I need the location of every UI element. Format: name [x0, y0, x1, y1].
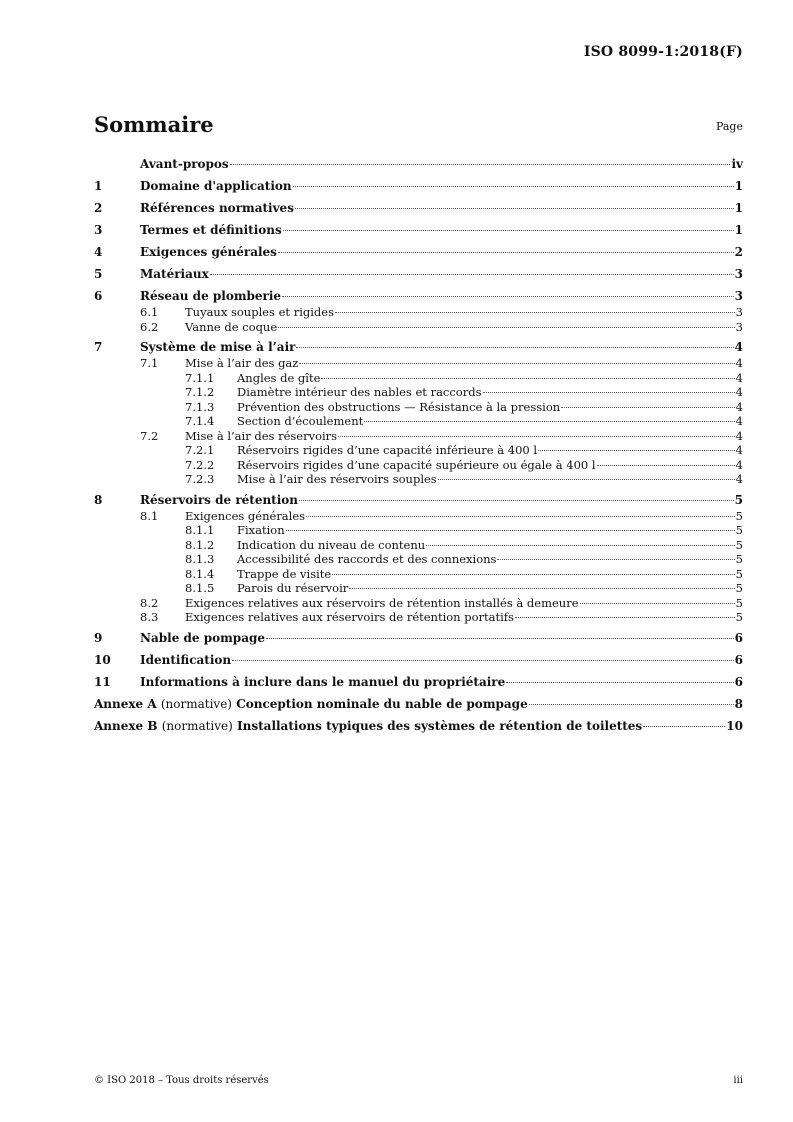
toc-entry[interactable]	[94, 356, 743, 371]
toc-dot-leader	[364, 421, 734, 422]
toc-dot-leader	[483, 392, 735, 393]
toc-entry-title: Indication du niveau de contenu	[237, 537, 426, 552]
toc-entry-number: 8.1.4	[185, 566, 215, 581]
toc-entry[interactable]	[94, 371, 743, 386]
footer-copyright: © ISO 2018 – Tous droits réservés	[94, 1075, 269, 1086]
toc-entry[interactable]	[94, 581, 743, 596]
toc-entry-title: Prévention des obstructions — Résistance à la pression	[237, 399, 561, 414]
toc-entry-page: 5	[735, 552, 743, 566]
toc-entry-page: 4	[735, 428, 743, 443]
page-column-label: Page	[715, 120, 743, 133]
toc-entry[interactable]	[94, 596, 743, 611]
toc-entry-page: 6	[734, 630, 743, 645]
toc-entry[interactable]	[94, 385, 743, 400]
toc-entry[interactable]	[94, 538, 743, 553]
toc-entry-page: 6	[734, 674, 743, 689]
toc-entry-page: 4	[735, 385, 743, 399]
toc-entry-number: 3	[94, 223, 103, 237]
document-reference: ISO 8099-1:2018(F)	[583, 44, 743, 60]
toc-entry-number: 1	[94, 179, 103, 193]
toc-entry[interactable]	[94, 177, 743, 195]
toc-dot-leader	[295, 208, 734, 209]
page-title: Sommaire	[94, 112, 214, 137]
toc-entry-title: Exigences générales	[140, 245, 277, 259]
toc-entry[interactable]	[94, 472, 743, 487]
toc-dot-leader	[338, 436, 735, 437]
toc-entry-number: 8.1.2	[185, 537, 215, 552]
toc-entry-title: Domaine d'application	[140, 179, 292, 193]
toc-entry-title: Mise à l’air des réservoirs	[185, 428, 338, 443]
annex-page: 10	[726, 718, 743, 733]
toc-entry-page: 4	[734, 340, 743, 354]
toc-entry-number: 7.1.1	[185, 370, 215, 385]
toc-entry[interactable]	[94, 673, 743, 691]
toc-entry[interactable]	[94, 651, 743, 669]
toc-entry-title: Accessibilité des raccords et des connexions	[237, 552, 497, 566]
toc-entry-title: Système de mise à l’air	[140, 340, 296, 354]
toc-dot-leader	[232, 660, 734, 661]
toc-entry-title: Réservoirs rigides d’une capacité inférieure à 400 l	[237, 443, 538, 457]
toc-entry[interactable]	[94, 400, 743, 415]
annex-type: (normative)	[160, 696, 232, 711]
toc-entry-number: 8.1.1	[185, 523, 215, 537]
toc-dot-leader	[293, 186, 734, 187]
annex-page: 8	[734, 696, 743, 711]
annex-label: Annexe A	[94, 696, 157, 711]
toc-entry-page: 4	[735, 356, 743, 370]
toc-entry-title: Références normatives	[140, 201, 294, 215]
toc-entry-number: 8	[94, 492, 103, 507]
toc-dot-leader	[278, 327, 735, 328]
toc-entry-title: Tuyaux souples et rigides	[185, 305, 334, 319]
toc-entry-title: Mise à l’air des gaz	[185, 356, 299, 370]
toc-entry-title: Mise à l’air des réservoirs souples	[237, 472, 437, 486]
toc-entry-title: Réservoirs rigides d’une capacité supérieure ou égale à 400 l	[237, 457, 596, 472]
toc-entry-number: 7.1.4	[185, 414, 215, 428]
toc-entry-title: Vanne de coque	[185, 319, 278, 334]
toc-dot-leader	[335, 312, 735, 313]
toc-entry[interactable]	[94, 610, 743, 625]
toc-entry-page: 5	[735, 610, 743, 624]
toc-dot-leader	[438, 479, 735, 480]
toc-entry-title: Section d’écoulement	[237, 414, 364, 428]
toc-entry-title: Fixation	[237, 523, 285, 537]
toc-entry-page: 4	[735, 457, 743, 472]
toc-dot-leader	[296, 347, 733, 348]
toc-dot-leader	[597, 465, 735, 466]
toc-entry-number: 7.2.3	[185, 472, 215, 486]
toc-entry-number: 8.1.5	[185, 581, 215, 595]
toc-dot-leader	[506, 682, 733, 683]
annex-title: Installations typiques des systèmes de rétention de toilettes	[237, 718, 643, 733]
toc-entry-number: 6	[94, 289, 103, 303]
toc-entry-page: 1	[734, 223, 743, 237]
toc-dot-leader	[580, 603, 735, 604]
toc-entry[interactable]	[94, 265, 743, 283]
toc-entry-page: 5	[735, 508, 743, 523]
toc-entry-title: Angles de gîte	[237, 370, 321, 385]
toc-dot-leader	[332, 574, 734, 575]
toc-entry-number: 10	[94, 652, 111, 667]
toc-entry-number: 11	[94, 674, 111, 689]
toc-entry-title: Parois du réservoir	[237, 581, 349, 595]
toc-entry-number: 8.2	[140, 595, 159, 610]
toc-dot-leader	[210, 274, 734, 275]
toc-entry-page: 4	[735, 443, 743, 457]
toc-entry[interactable]	[94, 243, 743, 261]
toc-dot-leader	[278, 252, 734, 253]
toc-entry-page: 3	[734, 289, 743, 303]
toc-entry-title: Réservoirs de rétention	[140, 492, 299, 507]
toc-entry[interactable]	[94, 491, 743, 509]
toc-entry[interactable]	[94, 523, 743, 538]
toc-entry-title: Informations à inclure dans le manuel du propriétaire	[140, 674, 506, 689]
toc-entry-number: 8.3	[140, 610, 159, 624]
toc-entry-title: Exigences relatives aux réservoirs de rétention installés à demeure	[185, 595, 579, 610]
toc-dot-leader	[321, 378, 734, 379]
annex-title: Conception nominale du nable de pompage	[236, 696, 528, 711]
toc-entry-title: Matériaux	[140, 267, 209, 281]
toc-entry-page: 5	[735, 523, 743, 537]
toc-entry-page: 3	[735, 319, 743, 334]
toc-entry-number: 7.2.2	[185, 457, 215, 472]
toc-entry-title: Diamètre intérieur des nables et raccords	[237, 385, 482, 399]
toc-dot-leader	[299, 363, 734, 364]
toc-entry-page: 4	[735, 370, 743, 385]
toc-entry[interactable]	[94, 567, 743, 582]
toc-entry[interactable]	[94, 509, 743, 524]
toc-entry[interactable]	[94, 155, 743, 173]
toc-entry[interactable]	[94, 443, 743, 458]
toc-entry-page: 5	[735, 566, 743, 581]
toc-entry-title: Nable de pompage	[140, 630, 265, 645]
toc-entry-number: 8.1	[140, 508, 159, 523]
toc-dot-leader	[643, 726, 725, 727]
toc-entry[interactable]	[94, 552, 743, 567]
toc-entry-page: 1	[734, 179, 743, 193]
toc-entry-number: 2	[94, 201, 103, 215]
toc-entry-number: 7.2	[140, 428, 159, 443]
toc-entry-title: Exigences générales	[185, 508, 306, 523]
toc-entry[interactable]	[94, 338, 743, 356]
toc-dot-leader	[529, 704, 734, 705]
toc-entry[interactable]	[94, 305, 743, 320]
toc-dot-leader	[266, 638, 734, 639]
toc-dot-leader	[282, 296, 734, 297]
toc-dot-leader	[349, 588, 734, 589]
toc-entry-number: 9	[94, 630, 103, 645]
toc-entry-number: 6.1	[140, 305, 159, 319]
annex-type: (normative)	[161, 718, 233, 733]
toc-dot-leader	[561, 407, 735, 408]
toc-entry-title: Trappe de visite	[237, 566, 332, 581]
toc-entry-page: 5	[735, 581, 743, 595]
toc-dot-leader	[230, 164, 731, 165]
toc-entry-number: 6.2	[140, 319, 159, 334]
toc-entry-number: 5	[94, 267, 103, 281]
toc-entry-title: Identification	[140, 652, 232, 667]
toc-entry[interactable]	[94, 629, 743, 647]
toc-entry-page: 3	[735, 305, 743, 319]
toc-entry-title: Termes et définitions	[140, 223, 282, 237]
toc-annex-entry[interactable]	[94, 695, 743, 713]
footer-page-number: iii	[733, 1075, 743, 1086]
toc-entry-number: 8.1.3	[185, 552, 215, 566]
toc-entry-page: 6	[734, 652, 743, 667]
toc-dot-leader	[286, 530, 735, 531]
toc-dot-leader	[426, 545, 735, 546]
toc-entry-number: 7.1	[140, 356, 159, 370]
toc-dot-leader	[283, 230, 734, 231]
toc-entry-page: 5	[734, 492, 743, 507]
toc-entry-number: 7.2.1	[185, 443, 215, 457]
annex-label: Annexe B	[94, 718, 158, 733]
toc-dot-leader	[306, 516, 735, 517]
toc-entry-page: 4	[735, 399, 743, 414]
toc-entry[interactable]	[94, 199, 743, 217]
toc-entry-number: 4	[94, 245, 103, 259]
toc-entry-title: Réseau de plomberie	[140, 289, 282, 303]
toc-dot-leader	[538, 450, 735, 451]
toc-entry-number: 7.1.3	[185, 399, 215, 414]
toc-entry-number: 7.1.2	[185, 385, 215, 399]
toc-entry[interactable]	[94, 414, 743, 429]
toc-entry-page: 5	[735, 595, 743, 610]
toc-dot-leader	[497, 559, 734, 560]
toc-entry-page: 5	[735, 537, 743, 552]
toc-entry-page: 4	[735, 414, 743, 428]
toc-entry-page: 4	[735, 472, 743, 486]
toc-annex-entry[interactable]	[94, 717, 743, 735]
toc-entry-title: Avant-propos	[140, 157, 229, 171]
toc-dot-leader	[299, 500, 734, 501]
toc-entry-page: iv	[731, 157, 743, 171]
toc-entry-number: 7	[94, 340, 103, 354]
table-of-contents	[94, 155, 743, 735]
toc-entry[interactable]	[94, 429, 743, 444]
toc-entry[interactable]	[94, 458, 743, 473]
toc-entry-page: 3	[734, 267, 743, 281]
toc-entry-page: 1	[734, 201, 743, 215]
toc-entry-page: 2	[734, 245, 743, 259]
toc-entry[interactable]	[94, 287, 743, 305]
toc-entry[interactable]	[94, 221, 743, 239]
toc-entry[interactable]	[94, 320, 743, 335]
toc-entry-title: Exigences relatives aux réservoirs de rétention portatifs	[185, 610, 514, 624]
toc-dot-leader	[515, 617, 735, 618]
